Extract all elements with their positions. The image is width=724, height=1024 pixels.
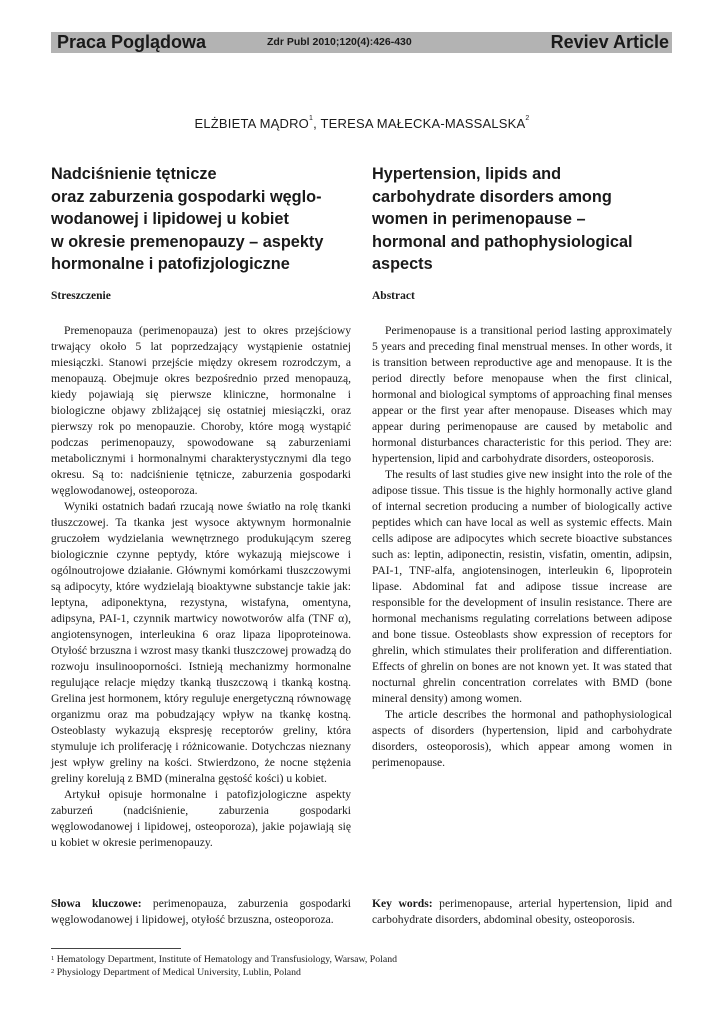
keywords-polish [51,896,351,928]
paragraph: The article describes the hormonal and pathophysiological aspects of disorders (hypertension, lipid and carbohydrate disorders, osteoporosis), which appear among women in perimenopause. [372,708,672,769]
paragraph: Wyniki ostatnich badań rzucają nowe światło na rolę tkanki tłuszczowej. Ta tkanka jest wysoce aktywnym hormonalnie gruczołem wydzielania wewnętrznego produkującym szereg biologicznie czynne peptydy, które wykazują miejscowe i ogólnoutrojowe działanie. Głównymi komórkami tłuszczowymi są adipocyty, które wydzielają bioaktywne substancje takie jak: leptyna, adiponektyna, rezystyna, wistafyna, omentyna, adipsyna, PAI-1, czynnik martwicy nowotworów alfa (TNF α), angiotensynogen, interleukina 6 oraz lipaza lipoproteinowa. Otyłość brzuszna i wzrost masy tkanki tłuszczowej prowadzą do rozwoju insulinooporności. Istnieją mechanizmy hormonalne regulujące relacje między tkanką tłuszczową i tkanką kostną. Grelina jest hormonem, który reguluje energetyczną równowagę organizmu oraz ma pobudzający wpływ na tkankę kostną. Osteoblasty wykazują ekspresję receptorów greliny, która stymuluje ich proliferację i różnicowanie. Dotychczas nieznany jest wpływ greliny na kości. Stwierdzono, że nocne stężenia greliny korelują z BMD (mineralna gęstość kości) u kobiet. [51,500,351,785]
title-line: hormonalne i patofizjologiczne [51,255,290,273]
keywords-text: perimenopauza, zaburzenia gospodarki węglowodanowej i lipidowej, otyłość brzuszna, osteoporoza. [51,897,351,926]
streszczenie-heading: Streszczenie [51,290,111,302]
title-line: w okresie premenopauzy – aspekty [51,232,324,251]
footnote-text: Hematology Department, Institute of Hematology and Transfusiology, Warsaw, Poland [54,954,398,965]
keywords-label: Słowa kluczowe: [51,897,142,910]
article-category-en: Reviev Article [550,32,669,52]
footnote-text: Physiology Department of Medical University, Lublin, Poland [54,967,301,978]
title-line: Nadciśnienie tętnicze [51,165,217,183]
journal-citation: Zdr Publ 2010;120(4):426-430 [267,36,412,48]
keywords-label: Key words: [372,897,433,910]
title-polish [51,163,351,276]
article-category-pl: Praca Poglądowa [57,32,207,52]
abstract-heading: Abstract [372,290,415,302]
affiliation-mark: 2 [525,115,530,122]
title-line: carbohydrate disorders among [372,187,612,206]
title-english [372,163,672,276]
footnote-mark: 2 [51,968,55,975]
journal-header-bar [51,32,672,53]
footnote [51,953,397,966]
paragraph: Premenopauza (perimenopauza) jest to okres przejściowy trwający około 5 lat poprzedzający wystąpienie ostatniej miesiączki. Stanowi przejście między okresem rozrodczym, a menopauzą. Obejmuje okres bezpośrednio przed menopauzą, kiedy pojawiają się pierwsze kliniczne, hormonalne i biologiczne objawy zbliżającej się ostatniej miesiączki, oraz pierwszy rok po menopauzie. Choroby, które mogą wystąpić podczas perimenopauzy, spowodowane są zaburzeniami metabolicznymi i hormonalnymi charakterystycznymi dla tego okresu. Są to: nadciśnienie tętnicze, zaburzenia gospodarki węglowodanowej, osteoporoza. [51,324,351,497]
streszczenie-body [51,323,351,851]
keywords-english [372,896,672,928]
footnote-mark: 1 [51,955,55,962]
author-name: ELŻBIETA MĄDRO [194,116,309,131]
footnote-divider [51,948,181,949]
title-line: oraz zaburzenia gospodarki węglo- [51,187,322,206]
title-line: aspects [372,255,433,273]
abstract-body [372,323,672,771]
author-list [0,116,724,131]
title-line: hormonal and pathophysiological [372,232,633,251]
paragraph: Perimenopause is a transitional period lasting approximately 5 years and preceding final menstrual menses. In other words, it is transition between reproductive age and menopause. It is the period directly before menopause when the first clinical, hormonal and biological symptoms of approaching final menses appear or the first year after menopause. Diseases which may appear during perimenopause are caused by metabolic and hormonal disturbances characteristic for this period. They are: hypertension, lipid and carbohydrate disorders, osteoporosis. [372,324,672,465]
paragraph: The results of last studies give new insight into the role of the adipose tissue. This tissue is the highly hormonally active gland of internal secretion producing a number of biologically active peptides which can have local as well as systemic effects. Main cells adipose are adipocytes which secrete bioactive substances such as: leptin, adiponectin, resistin, visfatin, omentin, adipsin, PAI-1, TNF-alfa, angiotensinogen, interleukin 6, lipoprotein lipase. Abdominal fat and adipose tissue increase are responsible for the development of insulin resistance. There are hormonal mechanisms regulating correlations between adipose and bone tissue. Osteoblasts show expression of receptors for ghrelin, which stimulates their proliferation and differentiation. Effects of ghrelin on bones are not known yet. It was stated that nocturnal ghrelin concentration correlates with BMD (bone mineral density) among women. [372,468,672,705]
affiliation-mark: 1 [309,115,314,122]
footnote [51,966,301,979]
title-line: women in perimenopause – [372,210,586,228]
paragraph: Artykuł opisuje hormonalne i patofizjologiczne aspekty zaburzeń (nadciśnienie, zaburzenia gospodarki węglowodanowej i lipidowej, osteoporoza), jakie pojawiają się u kobiet w okresie perimenopauzy. [51,788,351,849]
author-name: TERESA MAŁECKA-MASSALSKA [320,116,526,131]
author-separator: , [313,116,321,131]
keywords-text: perimenopause, arterial hypertension, lipid and carbohydrate disorders, abdominal obesity, osteoporosis. [372,897,672,926]
title-line: Hypertension, lipids and [372,165,562,183]
title-line: wodanowej i lipidowej u kobiet [51,210,289,228]
